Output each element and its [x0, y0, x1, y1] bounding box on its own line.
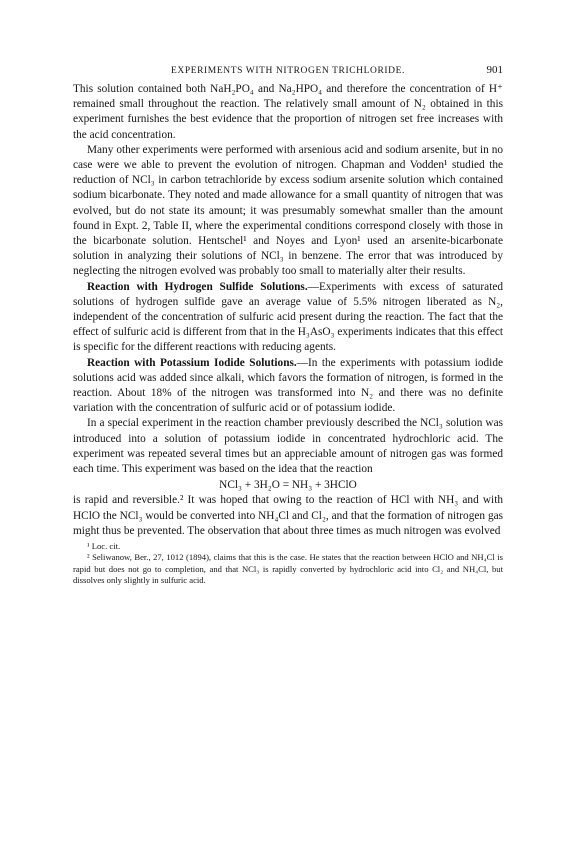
footnote: ¹ Loc. cit.: [87, 541, 121, 552]
footnotes: [73, 541, 503, 586]
section-heading: Reaction with Hydrogen Sulfide Solutions.: [87, 280, 308, 293]
paragraph: In a special experiment in the reaction chamber previously described the NCl₃ solution was introduced into a solution of potassium iodide in concentrated hydrochloric acid. The experiment was repeated several times but an appreciable amount of nitrogen gas was formed each time. This experiment was based on the idea that the reaction: [73, 417, 503, 476]
paragraph: is rapid and reversible.² It was hoped that owing to the reaction of HCl with NH₃ and with HClO the NCl₃ would be converted into NH₄Cl and Cl₂, and that the formation of nitrogen gas might thus be prevented. The observation that about three times as much nitrogen was evolved: [73, 494, 503, 537]
section-hydrogen-sulfide: [73, 280, 503, 356]
section-heading: Reaction with Potassium Iodide Solutions.: [87, 356, 297, 369]
running-header: [73, 62, 503, 82]
paragraph: Many other experiments were performed with arsenious acid and sodium arsenite, but in no case were we able to prevent the evolution of nitrogen. Chapman and Vodden¹ studied the reduction of NCl₃ in carbon tetrachloride by excess sodium arsenite solution which contained sodium bicarbonate. They noted and made allowance for a small quantity of nitrogen that was evolved, but do not state its amount; it was presumably somewhat smaller than the amount found in Expt. 2, Table II, where the experimental conditions correspond closely with those in the bicarbonate solution. Hentschel¹ and Noyes and Lyon¹ used an arsenite-bicarbonate solution in analyzing their solutions of NCl₃ in benzene. The error that was introduced by neglecting the nitrogen evolved was probably too small to materially alter their results.: [73, 143, 503, 278]
footnote: ² Seliwanow, Ber., 27, 1012 (1894), claims that this is the case. He states that the reaction between HClO and NH₄Cl is rapid but does not go to completion, and that NCl₃ is rapidly converted by hydrochloric acid into Cl₂ and NH₄Cl, but dissolves only slightly in sulfuric acid.: [73, 552, 503, 585]
page: [73, 62, 503, 586]
section-text: —In the experiments with potassium iodide solutions acid was added since alkali, which favors the formation of nitrogen, is formed in the reaction. About 18% of the nitrogen was transformed into N₂ and there was no definite variation with the concentration of sulfuric acid or of potassium iodide.: [73, 356, 503, 415]
body-text: [73, 82, 503, 539]
section-text: —Experiments with excess of saturated solutions of hydrogen sulfide gave an average value of 5.5% nitrogen liberated as N₂, independent of the concentration of sulfuric acid present during the reaction. The fact that the effect of sulfuric acid is different from that in the H₃AsO₃ experiments indicates that this effect is specific for the different reactions with reducing agents.: [73, 280, 503, 354]
paragraph: This solution contained both NaH₂PO₄ and Na₂HPO₄ and therefore the concentration of H⁺ remained small throughout the reaction. The relatively small amount of N₂ obtained in this experiment furnishes the best evidence that the proportion of nitrogen set free increases with the acid concentration.: [73, 83, 503, 141]
section-potassium-iodide: [73, 356, 503, 417]
running-title: EXPERIMENTS WITH NITROGEN TRICHLORIDE.: [170, 66, 406, 76]
page-number: 901: [486, 64, 503, 76]
equation: NCl₃ + 3H₂O = NH₃ + 3HClO: [219, 479, 357, 492]
